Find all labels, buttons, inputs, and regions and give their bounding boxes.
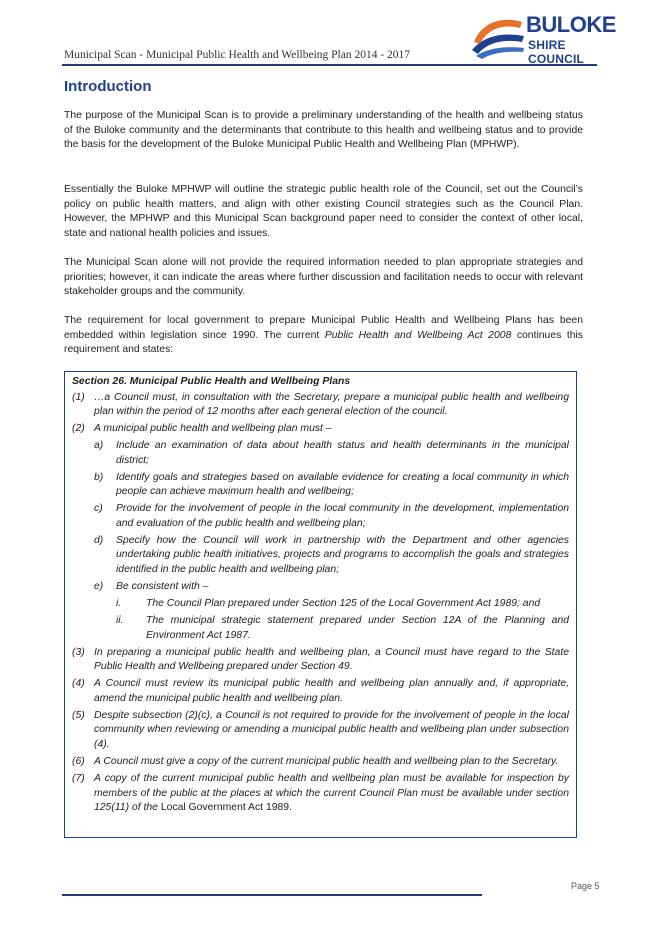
quote-item xyxy=(72,677,569,706)
item-number: (4) xyxy=(72,678,85,690)
item-text: A municipal public health and wellbeing plan must – xyxy=(94,423,332,435)
quote-item xyxy=(72,709,569,753)
quote-subsubitem xyxy=(116,597,569,612)
paragraph-2: Essentially the Buloke MPHWP will outline the strategic public health role of the Council, set out the Council’s policy on public health matters, and align with other existing Council strategies such as the Council Plan. However, the MPHWP and this Municipal Scan background paper need to consider the context of other local, state and national health policies and issues. xyxy=(64,184,583,239)
quote-subitem xyxy=(94,580,569,595)
quote-item xyxy=(72,646,569,675)
item-text: In preparing a municipal public health and wellbeing plan, a Council must have regard to the State Public Health and Wellbeing prepared under Section 49. xyxy=(94,646,569,673)
logo-word-buloke: BULOKE xyxy=(526,12,616,37)
footer-rule xyxy=(62,894,482,896)
header-rule xyxy=(62,64,597,66)
item-text: Despite subsection (2)(c), a Council is not required to provide for the involvement of people in the local community when reviewing or amending a municipal public health and wellbeing plan under subsection (4). xyxy=(94,709,569,750)
item-text: A Council must give a copy of the current municipal public health and wellbeing plan to the Secretary. xyxy=(94,755,559,767)
subitem-letter: e) xyxy=(94,581,104,593)
subitem-text: Identify goals and strategies based on available evidence for creating a local community in which people can achieve maximum health and wellbeing; xyxy=(116,471,569,498)
item-number: (2) xyxy=(72,423,85,435)
item-text: …a Council must, in consultation with the Secretary, prepare a municipal public health and wellbeing plan within the period of 12 months after each general election of the council. xyxy=(94,391,569,418)
item-text-plain: Local Government Act 1989. xyxy=(160,802,292,814)
quote-subitem xyxy=(94,439,569,468)
subsubitem-text: The Council Plan prepared under Section 125 of the Local Government Act 1989; and xyxy=(146,598,541,610)
quote-item xyxy=(72,391,569,420)
item-number: (7) xyxy=(72,772,85,784)
logo-word-shire-council: SHIRE COUNCIL xyxy=(528,38,585,66)
quote-subitem xyxy=(94,471,569,500)
item-number: (5) xyxy=(72,709,85,721)
paragraph-4-start: The requirement for local government to prepare Municipal Public Health and Wellbeing Plans has been embedded within legislation since 1990. The current xyxy=(64,315,583,341)
page-number: Page 5 xyxy=(571,881,600,891)
quote-subsubitem xyxy=(116,614,569,643)
quote-item xyxy=(72,422,569,437)
subitem-letter: c) xyxy=(94,503,103,515)
quote-item xyxy=(72,755,569,770)
item-text: A Council must review its municipal public health and wellbeing plan annually and, if appropriate, amend the municipal public health and wellbeing plan. xyxy=(94,678,569,704)
paragraph-4-end: continues this requirement and states: xyxy=(64,329,583,356)
item-text xyxy=(94,772,569,816)
paragraph-3: The Municipal Scan alone will not provide the required information needed to plan appropriate strategies and priorities; however, it can indicate the areas where further discussion and facilitation needs to occur with relevant stakeholder groups and the community. xyxy=(64,257,583,298)
subitem-text: Specify how the Council will work in partnership with the Department and other agencies undertaking public health initiatives, projects and programs to accomplish the goals and strategies identified in the public health and wellbeing plan; xyxy=(116,534,569,576)
item-number: (1) xyxy=(72,391,85,403)
quote-subitem xyxy=(94,534,569,578)
act-title: Public Health and Wellbeing Act 2008 xyxy=(324,329,512,341)
quote-item xyxy=(72,772,569,816)
subitem-letter: a) xyxy=(94,440,104,452)
subitem-letter: d) xyxy=(94,534,104,546)
logo xyxy=(470,10,620,66)
quote-heading: Section 26. Municipal Public Health and Wellbeing Plans xyxy=(72,376,351,387)
subsubitem-numeral: ii. xyxy=(116,615,124,627)
subsubitem-numeral: i. xyxy=(116,598,122,610)
item-number: (3) xyxy=(72,646,85,658)
item-number: (6) xyxy=(72,755,85,767)
item-text-italic: A copy of the current municipal public health and wellbeing plan must be available for inspection by members of the public at the places at which the current Council Plan must be available under section 125(11) of the xyxy=(94,772,569,814)
subitem-text: Be consistent with – xyxy=(116,581,209,593)
logo-mark-icon xyxy=(470,12,526,60)
header-title: Municipal Scan - Municipal Public Health and Wellbeing Plan 2014 - 2017 xyxy=(64,49,411,61)
paragraph-4 xyxy=(64,314,583,358)
paragraph-1: The purpose of the Municipal Scan is to provide a preliminary understanding of the health and wellbeing status of the Buloke community and the determinants that contribute to this health and wellbeing status and to provide the basis for the development of the Buloke Municipal Public Health and Wellbeing Plan (MPHWP). xyxy=(64,110,583,151)
subsubitem-text: The municipal strategic statement prepared under Section 12A of the Planning and Environment Act 1987. xyxy=(146,615,569,641)
quote-subitem xyxy=(94,502,569,531)
subitem-letter: b) xyxy=(94,471,104,483)
subitem-text: Include an examination of data about health status and health determinants in the municipal district; xyxy=(116,440,569,466)
legislation-quote-box xyxy=(64,371,577,838)
subitem-text: Provide for the involvement of people in the local community in the development, implementation and evaluation of the public health and wellbeing plan; xyxy=(116,503,569,529)
page-heading: Introduction xyxy=(64,78,152,95)
